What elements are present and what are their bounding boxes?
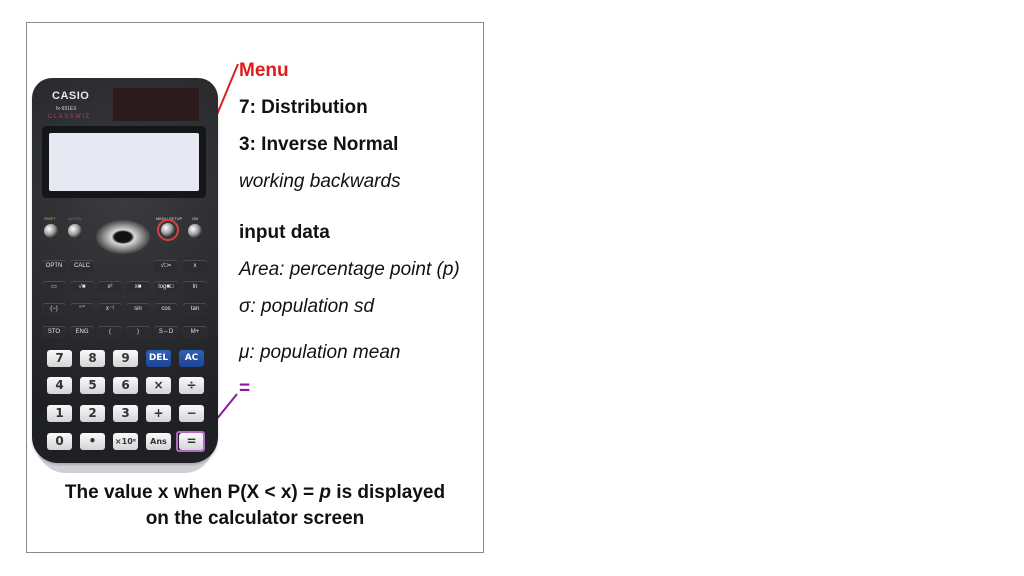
key-7[interactable]: 7: [47, 350, 72, 367]
caption-text-a: The value x when P(X < x) =: [64, 482, 320, 503]
on-label: ON: [192, 216, 198, 221]
key-calc[interactable]: CALC: [70, 260, 94, 272]
step-menu: Menu: [239, 60, 289, 81]
key-decimal[interactable]: •: [80, 433, 105, 450]
key-ac[interactable]: AC: [179, 350, 204, 367]
caption-line-1: [26, 482, 484, 504]
key-degrees[interactable]: °’”: [70, 303, 94, 315]
key-tan[interactable]: tan: [183, 303, 207, 315]
alpha-label: ALPHA: [68, 216, 82, 221]
key-ln[interactable]: ln: [183, 281, 207, 293]
key-eng[interactable]: ENG: [70, 326, 94, 338]
equals-key-highlight: [176, 431, 205, 452]
key-inverse[interactable]: x⁻¹: [98, 303, 122, 315]
key-3[interactable]: 3: [113, 405, 138, 422]
step-working-backwards: working backwards: [239, 171, 401, 192]
key-equals[interactable]: =: [179, 433, 204, 450]
calculator-image: [32, 78, 218, 473]
key-sin[interactable]: sin: [126, 303, 150, 315]
key-sqrt[interactable]: √■: [70, 281, 94, 293]
key-m-plus[interactable]: M+: [183, 326, 207, 338]
alpha-key[interactable]: [68, 224, 82, 238]
key-8[interactable]: 8: [80, 350, 105, 367]
key-fraction[interactable]: ▭: [42, 281, 66, 293]
step-sigma: σ: population sd: [239, 296, 375, 317]
key-x[interactable]: x: [183, 260, 207, 272]
key-2[interactable]: 2: [80, 405, 105, 422]
key-exp10[interactable]: ×10ˣ: [113, 433, 138, 450]
key-cos[interactable]: cos: [154, 303, 178, 315]
key-minus[interactable]: −: [179, 405, 204, 422]
calculator-model: fx-991EX: [56, 106, 77, 112]
key-power[interactable]: x■: [126, 281, 150, 293]
key-0[interactable]: 0: [47, 433, 72, 450]
key-ans[interactable]: Ans: [146, 433, 171, 450]
shift-key[interactable]: [44, 224, 58, 238]
calculator-series: CLASSWIZ: [48, 114, 91, 120]
key-s-d[interactable]: S⇔D: [154, 326, 178, 338]
key-sto[interactable]: STO: [42, 326, 66, 338]
key-open-paren[interactable]: (: [98, 326, 122, 338]
key-close-paren[interactable]: ): [126, 326, 150, 338]
caption-p: p: [319, 482, 332, 503]
caption-text-b: is displayed: [331, 482, 446, 503]
key-log[interactable]: log■□: [154, 281, 178, 293]
step-area: Area: percentage point (p): [239, 259, 460, 280]
step-input-data: input data: [239, 222, 330, 243]
key-square[interactable]: x²: [98, 281, 122, 293]
replay-dpad[interactable]: [96, 220, 150, 254]
caption-line-2: on the calculator screen: [145, 508, 365, 529]
calculator-screen: [49, 133, 199, 191]
calculator-body: [32, 78, 218, 463]
key-del[interactable]: DEL: [146, 350, 171, 367]
step-inverse-normal: 3: Inverse Normal: [239, 134, 399, 155]
key-5[interactable]: 5: [80, 377, 105, 394]
shift-label: SHIFT: [44, 216, 56, 221]
key-plus[interactable]: +: [146, 405, 171, 422]
step-distribution: 7: Distribution: [239, 97, 368, 118]
solar-panel: [112, 87, 200, 122]
on-key[interactable]: [188, 224, 202, 238]
key-multiply[interactable]: ×: [146, 377, 171, 394]
key-6[interactable]: 6: [113, 377, 138, 394]
menu-key-highlight: [157, 219, 179, 241]
key-optn[interactable]: OPTN: [42, 260, 66, 272]
key-1[interactable]: 1: [47, 405, 72, 422]
key-negative[interactable]: (−): [42, 303, 66, 315]
step-equals: =: [239, 378, 251, 399]
key-integral[interactable]: √□=: [154, 260, 178, 272]
key-divide[interactable]: ÷: [179, 377, 204, 394]
menu-setup-label: MENU SETUP: [156, 216, 183, 221]
calculator-brand: CASIO: [52, 90, 90, 102]
key-9[interactable]: 9: [113, 350, 138, 367]
key-4[interactable]: 4: [47, 377, 72, 394]
step-mu: μ: population mean: [239, 342, 401, 363]
